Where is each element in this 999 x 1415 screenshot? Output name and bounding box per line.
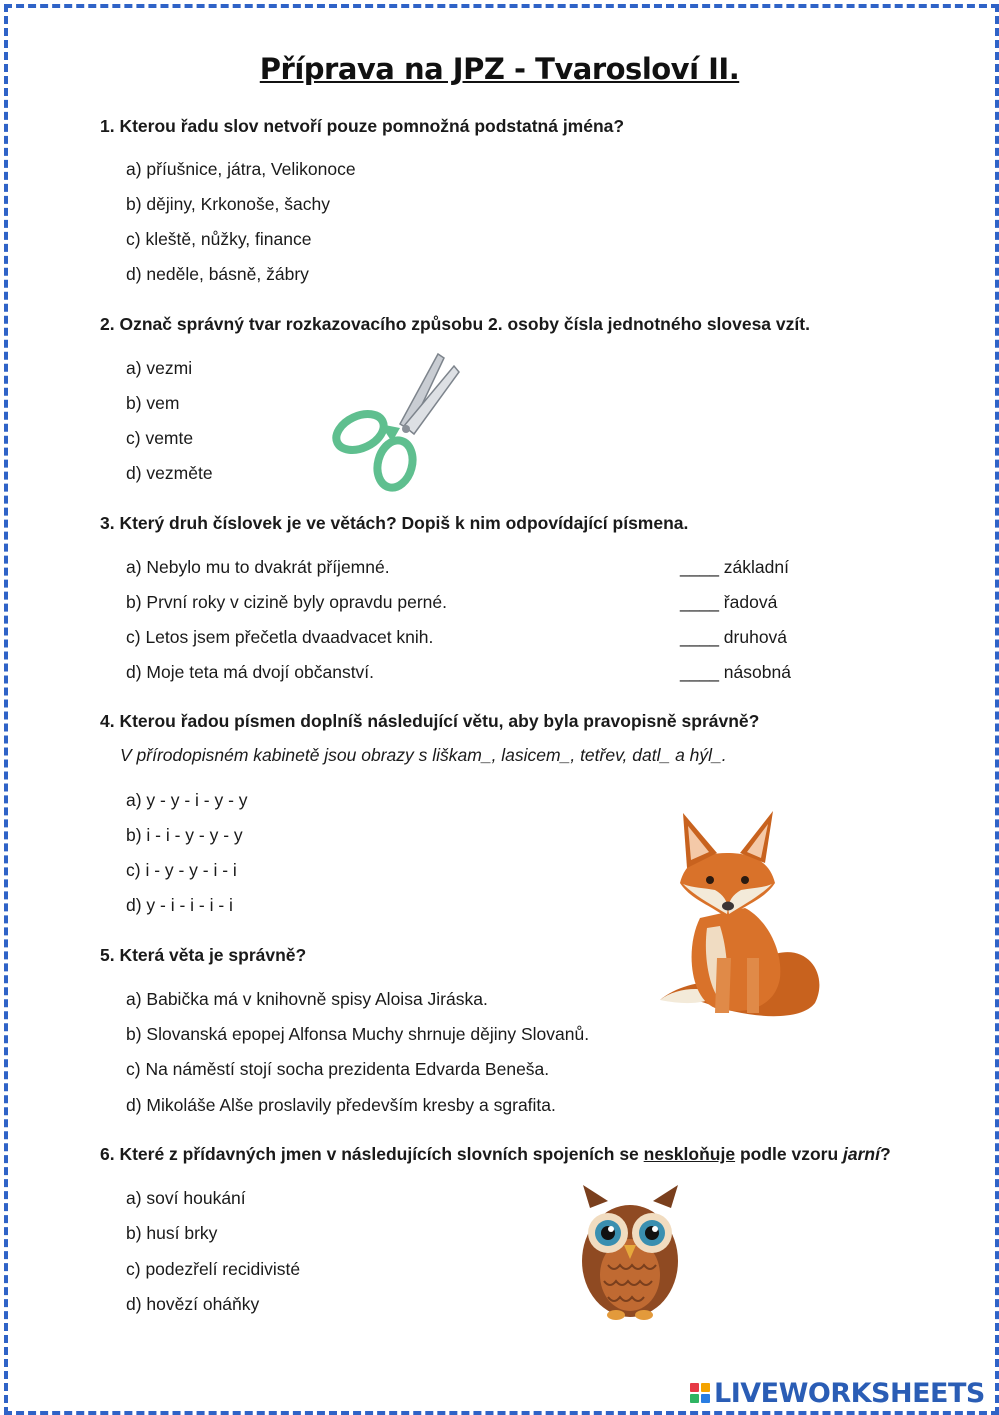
fox-illustration — [655, 808, 830, 1023]
question-4: 4. Kterou řadou písmen doplníš následující větu, aby byla pravopisně správně? — [100, 711, 760, 731]
q2-option-d[interactable]: d) vezměte — [126, 463, 213, 483]
question-2: 2. Označ správný tvar rozkazovacího způsobu 2. osoby čísla jednotného slovesa vzít. — [100, 314, 810, 334]
q6-emphasis: neskloňuje — [643, 1144, 736, 1164]
q3-sentence-b: b) První roky v cizině byly opravdu perné. — [126, 592, 447, 612]
owl-illustration — [578, 1183, 683, 1323]
question-3: 3. Který druh číslovek je ve větách? Dopiš k nim odpovídající písmena. — [100, 513, 689, 533]
logo-mark-icon — [690, 1383, 710, 1403]
q3-answer-blank-2[interactable]: ____ řadová — [680, 592, 778, 612]
q6-text-end: ? — [879, 1144, 891, 1164]
q1-option-b[interactable]: b) dějiny, Krkonoše, šachy — [126, 194, 330, 214]
question-1: 1. Kterou řadu slov netvoří pouze pomnožná podstatná jména? — [100, 116, 625, 136]
q3-sentence-c: c) Letos jsem přečetla dvaadvacet knih. — [126, 627, 434, 647]
q2-option-a[interactable]: a) vezmi — [126, 358, 193, 378]
q4-option-c[interactable]: c) i - y - y - i - i — [126, 860, 237, 880]
q4-option-d[interactable]: d) y - i - i - i - i — [126, 895, 233, 915]
q6-option-a[interactable]: a) soví houkání — [126, 1188, 246, 1208]
q3-answer-blank-4[interactable]: ____ násobná — [680, 662, 791, 682]
q5-option-d[interactable]: d) Mikoláše Alše proslavily především kresby a sgrafita. — [126, 1095, 556, 1115]
q2-option-c[interactable]: c) vemte — [126, 428, 194, 448]
question-5: 5. Která věta je správně? — [100, 945, 307, 965]
q4-option-b[interactable]: b) i - i - y - y - y — [126, 825, 243, 845]
page-title: Příprava na JPZ - Tvarosloví II. — [259, 52, 740, 86]
scissors-icon — [330, 352, 465, 492]
q6-option-c[interactable]: c) podezřelí recidivisté — [126, 1259, 301, 1279]
q4-option-a[interactable]: a) y - y - i - y - y — [126, 790, 248, 810]
q1-option-d[interactable]: d) neděle, básně, žábry — [126, 264, 309, 284]
q5-option-b[interactable]: b) Slovanská epopej Alfonsa Muchy shrnuje dějiny Slovanů. — [126, 1024, 590, 1044]
q1-option-a[interactable]: a) příušnice, játra, Velikonoce — [126, 159, 356, 179]
q6-option-b[interactable]: b) husí brky — [126, 1223, 218, 1243]
q6-pattern-word: jarní — [843, 1144, 880, 1164]
liveworksheets-logo[interactable] — [690, 1377, 985, 1409]
q1-option-c[interactable]: c) kleště, nůžky, finance — [126, 229, 312, 249]
q3-answer-blank-1[interactable]: ____ základní — [680, 557, 789, 577]
q3-answer-blank-3[interactable]: ____ druhová — [680, 627, 788, 647]
q2-option-b[interactable]: b) vem — [126, 393, 180, 413]
q6-text-mid: podle vzoru — [735, 1144, 844, 1164]
q4-sentence: V přírodopisném kabinetě jsou obrazy s liškam_, lasicem_, tetřev, datl_ a hýl_. — [120, 745, 727, 765]
q6-option-d[interactable]: d) hovězí oháňky — [126, 1294, 260, 1314]
question-6 — [100, 1144, 891, 1165]
q6-text-start: 6. Které z přídavných jmen v následujících slovních spojeních se — [100, 1144, 644, 1164]
logo-text: LIVEWORKSHEETS — [714, 1377, 985, 1409]
q5-option-a[interactable]: a) Babička má v knihovně spisy Aloisa Jiráska. — [126, 989, 488, 1009]
q3-sentence-d: d) Moje teta má dvojí občanství. — [126, 662, 375, 682]
q5-option-c[interactable]: c) Na náměstí stojí socha prezidenta Edvarda Beneša. — [126, 1059, 550, 1079]
q3-sentence-a: a) Nebylo mu to dvakrát příjemné. — [126, 557, 390, 577]
